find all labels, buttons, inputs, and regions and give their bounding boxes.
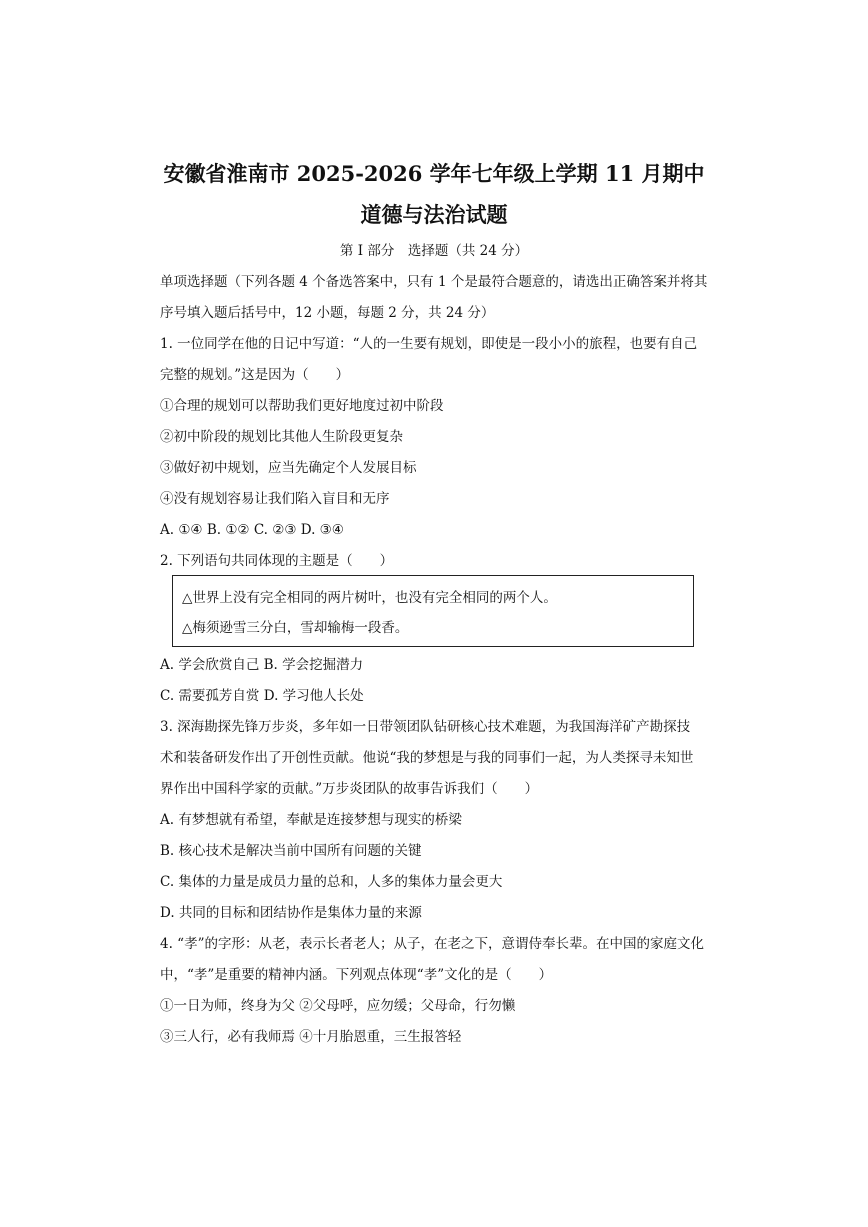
q1-stem-line-2: 完整的规划。”这是因为（ ）: [160, 367, 350, 383]
q1-statement-4: ④没有规划容易让我们陷入盲目和无序: [160, 491, 390, 507]
q3-option-c: C. 集体的力量是成员力量的总和，人多的集体力量会更大: [160, 874, 503, 890]
q1-statement-2: ②初中阶段的规划比其他人生阶段更复杂: [160, 429, 403, 445]
exam-title: 安徽省淮南市 2025-2026 学年七年级上学期 11 月期中: [163, 161, 705, 186]
q2-stem: 2. 下列语句共同体现的主题是（ ）: [160, 553, 394, 569]
q4-stem-line-1: 4. “孝”的字形：从老，表示长者老人；从子，在老之下，意谓侍奉长辈。在中国的家庭文化: [160, 936, 704, 952]
q3-option-b: B. 核心技术是解决当前中国所有问题的关键: [160, 843, 422, 859]
q4-stem-line-2: 中，“孝”是重要的精神内涵。下列观点体现“孝”文化的是（ ）: [160, 967, 553, 983]
q3-option-a: A. 有梦想就有希望，奉献是连接梦想与现实的桥梁: [160, 812, 462, 828]
q2-options-line-1: A. 学会欣赏自己 B. 学会挖掘潜力: [160, 657, 364, 673]
q1-stem-line-1: 1. 一位同学在他的日记中写道：“人的一生要有规划，即使是一段小小的旅程，也要有自己: [160, 336, 698, 352]
instructions-line-2: 序号填入题后括号中，12 小题，每题 2 分，共 24 分）: [160, 305, 495, 321]
q3-stem-line-2: 术和装备研发作出了开创性贡献。他说“我的梦想是与我的同事们一起，为人类探寻未知世: [160, 750, 694, 766]
exam-subject-title: 道德与法治试题: [360, 202, 508, 227]
q2-quote-1: △世界上没有完全相同的两片树叶，也没有完全相同的两个人。: [182, 590, 557, 606]
q1-options: A. ①④ B. ①② C. ②③ D. ③④: [160, 522, 344, 538]
q2-quote-box: [172, 575, 694, 647]
q4-statements-3-4: ③三人行，必有我师焉 ④十月胎恩重，三生报答轻: [160, 1029, 462, 1045]
q3-option-d: D. 共同的目标和团结协作是集体力量的来源: [160, 905, 422, 921]
instructions-line-1: 单项选择题（下列各题 4 个备选答案中，只有 1 个是最符合题意的，请选出正确答案并将其: [160, 274, 708, 290]
q2-options-line-2: C. 需要孤芳自赏 D. 学习他人长处: [160, 688, 364, 704]
q4-statements-1-2: ①一日为师，终身为父 ②父母呼，应勿缓；父母命，行勿懒: [160, 998, 516, 1014]
q3-stem-line-1: 3. 深海勘探先锋万步炎，多年如一日带领团队钻研核心技术难题，为我国海洋矿产勘探技: [160, 719, 691, 735]
section-heading: 第 I 部分 选择题（共 24 分）: [339, 243, 529, 259]
q2-quote-2: △梅须逊雪三分白，雪却输梅一段香。: [182, 620, 409, 636]
q1-statement-3: ③做好初中规划，应当先确定个人发展目标: [160, 460, 417, 476]
q3-stem-line-3: 界作出中国科学家的贡献。”万步炎团队的故事告诉我们（ ）: [160, 781, 539, 797]
q1-statement-1: ①合理的规划可以帮助我们更好地度过初中阶段: [160, 398, 444, 414]
